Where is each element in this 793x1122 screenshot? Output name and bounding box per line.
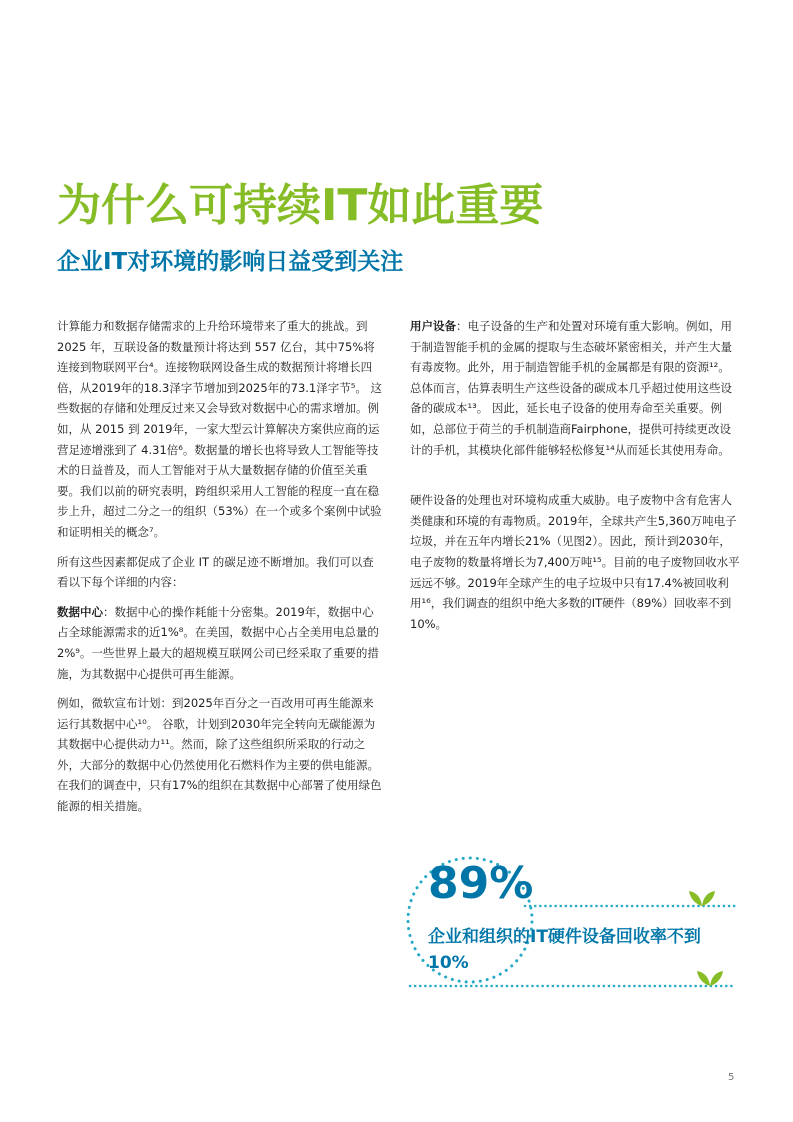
stat-label: 企业和组织的IT硬件设备回收率不到10% <box>428 927 701 973</box>
user-devices-label: 用户设备 <box>410 319 456 333</box>
paragraph-factors: 所有这些因素都促成了企业 IT 的碳足迹不断增加。我们可以查看以下每个详细的内容： <box>57 554 374 590</box>
leaf-icon <box>687 888 717 908</box>
paragraph-intro: 计算能力和数据存储需求的上升给环境带来了重大的挑战。到 2025 年，互联设备的数量预计将达到 557 亿台，其中75%将连接到物联网平台⁴。连接物联网设备生成的数据预计将增长四倍，从2019年的18.3泽字节增加到2025年的73.1泽字节⁵。 这些数据的存储和处理反过来又会导致对数据中心的需求增加。例如，从 2015 到 2019年，一家大型云计算解决方案供应商的运营足迹增涨到了 4.31倍⁶。数据量的增长也将导致人工智能等技术的日益普及，而人工智能对于从大量数据存储的价值至关重要。我们以前的研究表明，跨组织采用人工智能的程度一直在稳步上升，超过二分之一的组织（53%）在一个或多个案例中试验和证明相关的概念⁷。 <box>57 319 383 539</box>
paragraph-examples: 例如，微软宣布计划：到2025年百分之一百改用可再生能源来运行其数据中心¹⁰。 谷歌，计划到2030年完全转向无碳能源为其数据中心提供动力¹¹。然而，除了这些组织所采取的行动之外，大部分的数据中心仍然使用化石燃料作为主要的供电能源。在我们的调查中，只有17%的组织在其数据中心部署了使用绿色能源的相关措施。 <box>57 696 382 814</box>
data-center-label: 数据中心 <box>57 604 103 619</box>
page-number: 5 <box>728 1072 735 1083</box>
data-center-text: ：数据中心的操作耗能十分密集。2019年，数据中心占全球能源需求的近1%⁸。在美国，数据中心占全美用电总量的2%⁹。一些世界上最大的超规模互联网公司已经采取了重要的措施，为其数据中心提供可再生能源。 <box>57 604 379 681</box>
paragraph-hardware-disposal: 硬件设备的处理也对环境构成重大威胁。电子废物中含有危害人类健康和环境的有毒物质。2019年，全球共产生5,360万吨电子垃圾，并在五年内增长21%（见图2）。因此，预计到2030年，电子废物的数量将增长为7,400万吨¹⁵。目前的电子废物回收水平远远不够。2019年全球产生的电子垃圾中只有17.4%被回收利用¹⁶，我们调查的组织中绝大多数的IT硬件（89%）回收率不到 10%。 <box>410 493 740 631</box>
right-column <box>410 316 740 643</box>
page-title: 为什么可持续IT如此重要 <box>57 180 544 231</box>
user-devices-text: ：电子设备的生产和处置对环境有重大影响。例如，用于制造智能手机的金属的提取与生态破坏紧密相关，并产生大量有毒废物。此外，用于制造智能手机的金属都是有限的资源¹²。总体而言，估算表明生产这些设备的碳成本几乎超过使用这些设备的碳成本¹³。 因此，延长电子设备的使用寿命至关重要。例如，总部位于荷兰的手机制造商Fairphone，提供可持续更改设计的手机，其模块化部件能够轻松修复¹⁴从而延长其使用寿命。 <box>410 319 732 457</box>
stat-callout <box>400 840 745 1000</box>
page-subtitle: 企业IT对环境的影响日益受到关注 <box>57 249 404 275</box>
left-column <box>57 316 385 826</box>
paragraph-data-center <box>57 602 385 684</box>
paragraph-user-devices <box>410 316 740 460</box>
stat-value: 89% <box>428 858 534 909</box>
